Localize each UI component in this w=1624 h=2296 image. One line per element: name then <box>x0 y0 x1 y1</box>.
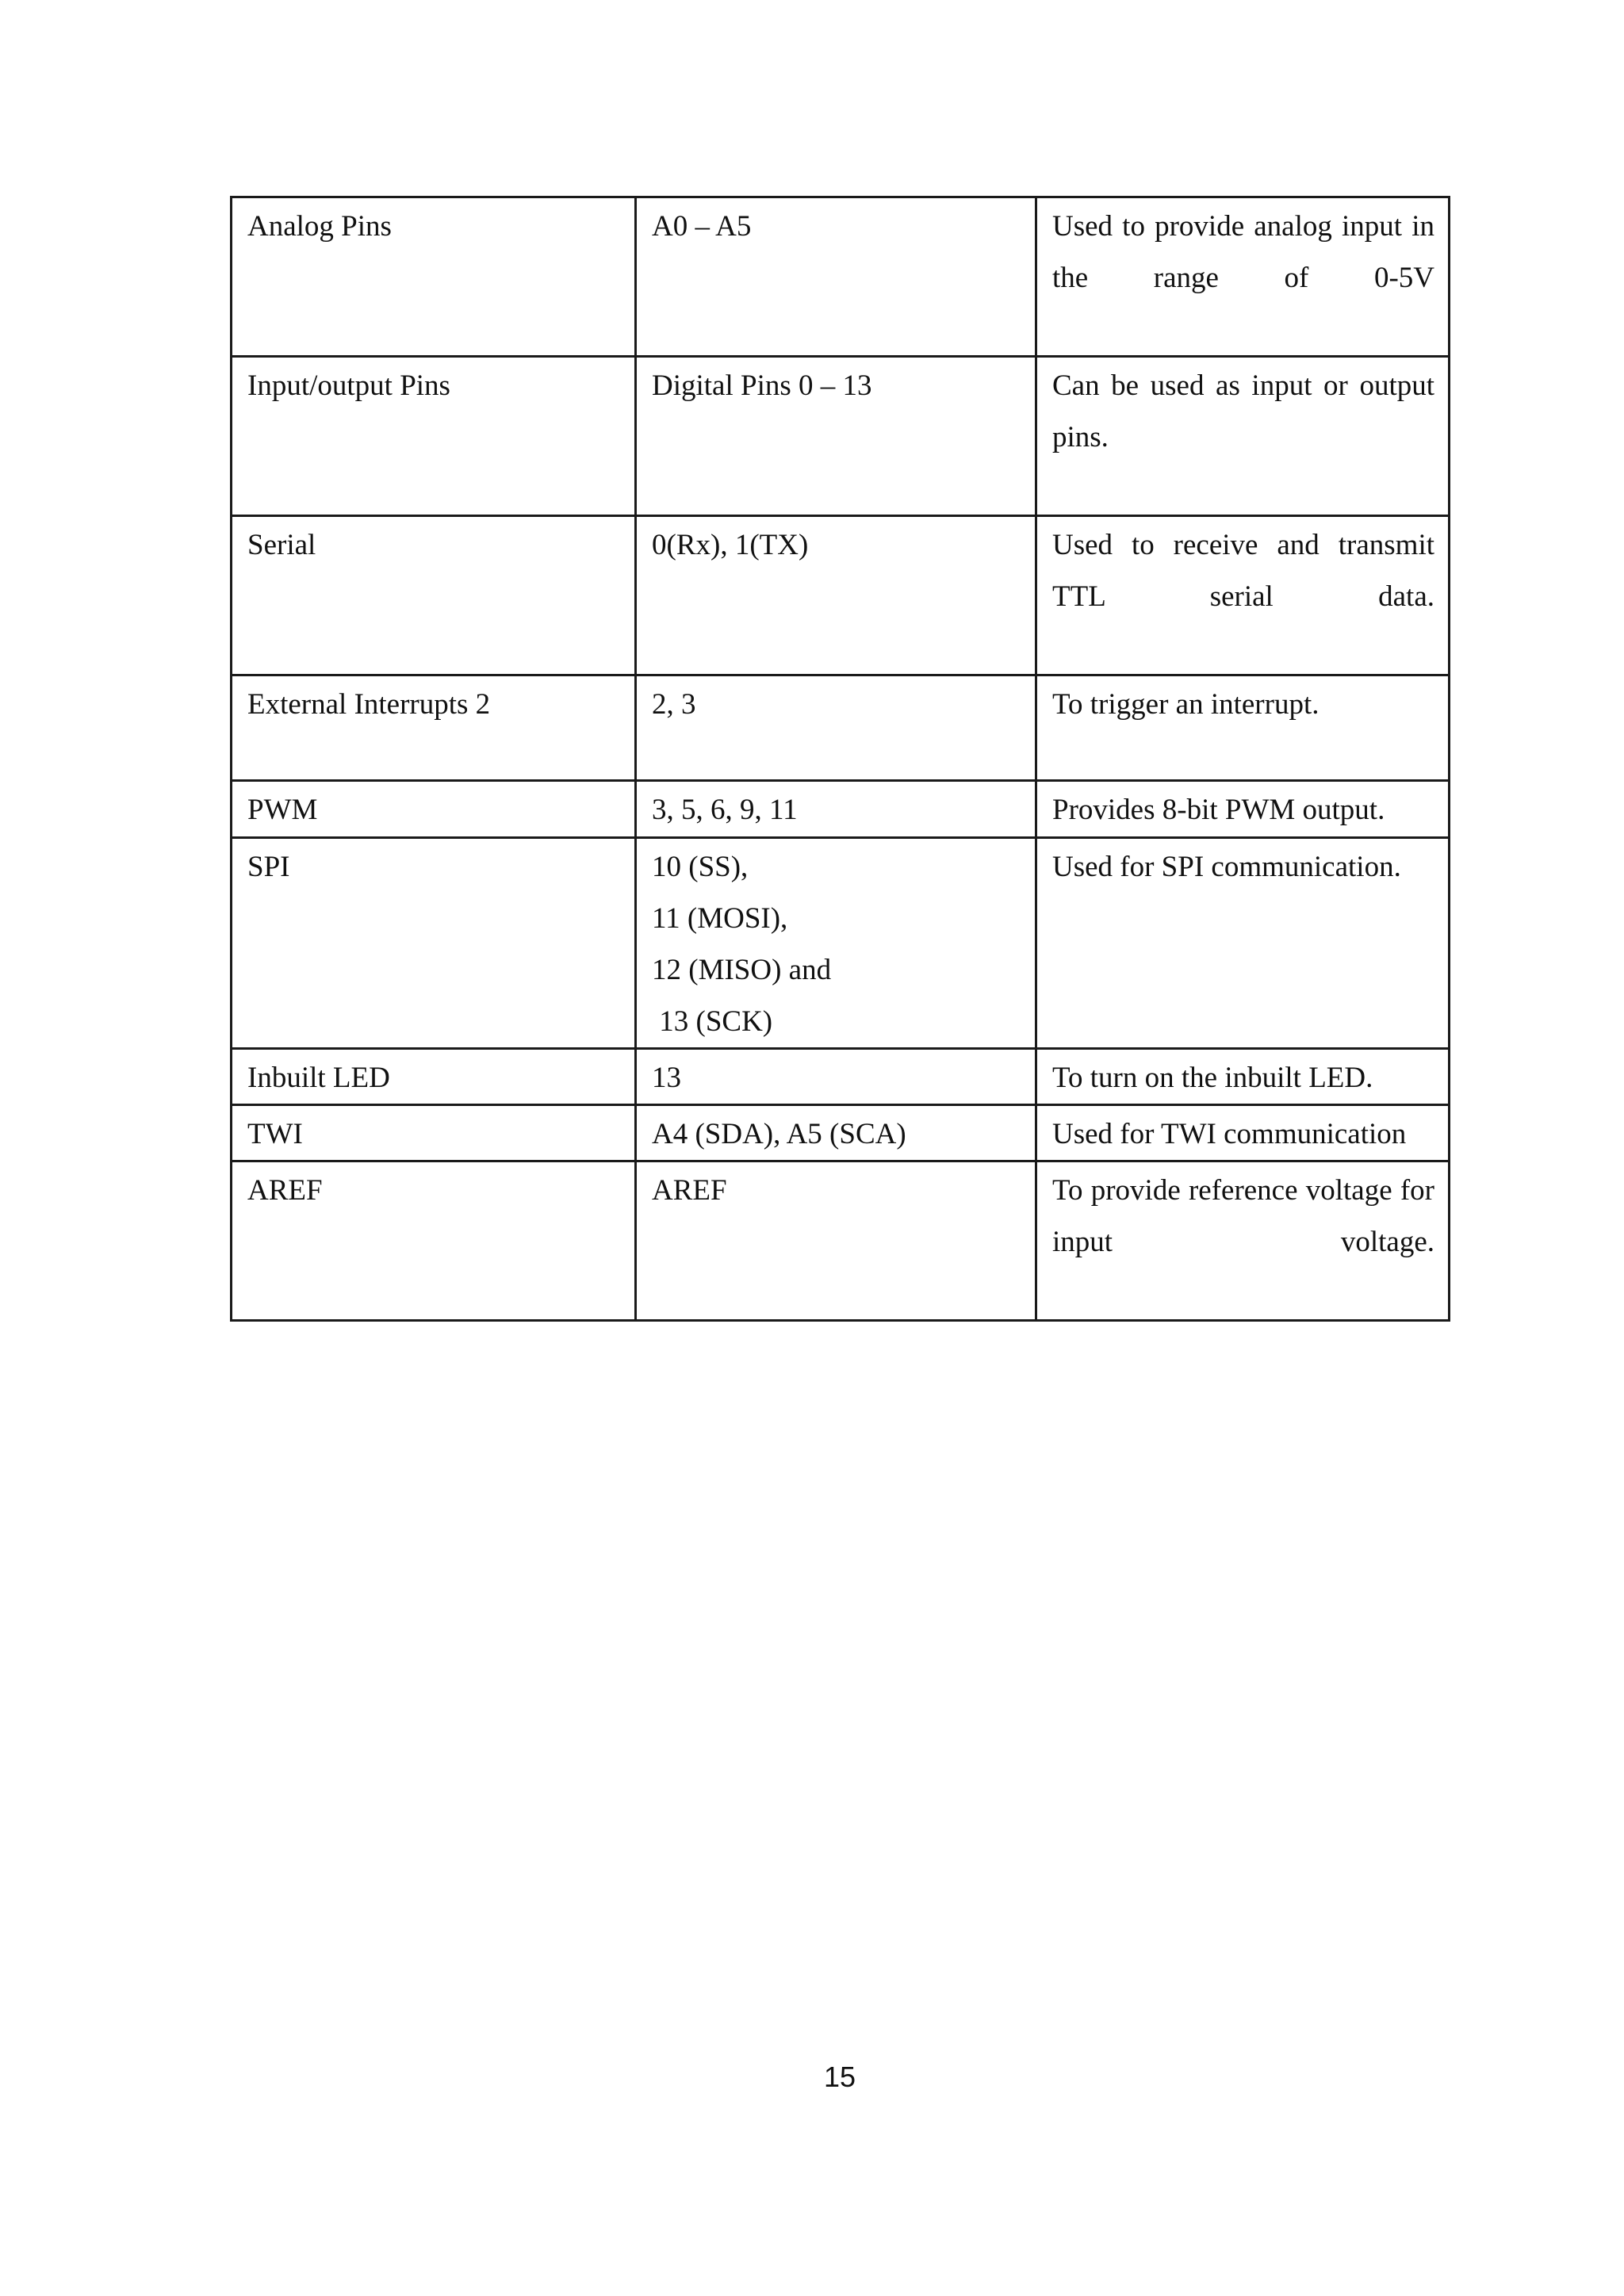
pin-numbers: 3, 5, 6, 9, 11 <box>652 794 798 826</box>
page-number: 15 <box>823 2061 856 2093</box>
pin-description: Used to receive and transmit TTL serial data. <box>1036 516 1450 675</box>
pin-name: Analog Pins <box>247 210 392 243</box>
pin-numbers: A0 – A5 <box>652 210 752 243</box>
table-row <box>232 1161 1450 1321</box>
pin-numbers-cell <box>636 1049 1036 1105</box>
pin-name: TWI <box>247 1118 303 1150</box>
pin-name: AREF <box>247 1174 323 1207</box>
table-row <box>232 781 1450 838</box>
pin-name: Serial <box>247 529 316 561</box>
pin-name-cell <box>232 781 636 838</box>
table-row <box>232 357 1450 516</box>
pin-name-cell <box>232 1049 636 1105</box>
table-row <box>232 675 1450 781</box>
pin-numbers-cell <box>636 357 1036 516</box>
pin-name-cell <box>232 838 636 1049</box>
pin-numbers: 10 (SS), <box>652 851 749 883</box>
pin-numbers: 12 (MISO) and <box>652 954 832 986</box>
pin-name: Input/output Pins <box>247 369 450 402</box>
pin-description: Provides 8-bit PWM output. <box>1036 781 1450 838</box>
pin-description: To turn on the inbuilt LED. <box>1036 1049 1450 1105</box>
table-row <box>232 197 1450 357</box>
pin-description: Used for TWI communication <box>1036 1105 1450 1161</box>
pin-name-cell <box>232 197 636 357</box>
pin-numbers-cell <box>636 197 1036 357</box>
table-row <box>232 1105 1450 1161</box>
pin-name-cell <box>232 1105 636 1161</box>
pin-name: PWM <box>247 794 318 826</box>
pin-numbers-cell <box>636 1105 1036 1161</box>
pin-description: Can be used as input or output pins. <box>1036 357 1450 516</box>
pin-numbers: Digital Pins 0 – 13 <box>652 369 872 402</box>
pin-numbers: 13 <box>652 1062 681 1094</box>
table-row <box>232 1049 1450 1105</box>
pin-name: Inbuilt LED <box>247 1062 390 1094</box>
pin-numbers-cell <box>636 781 1036 838</box>
pin-description: To trigger an interrupt. <box>1036 675 1450 781</box>
pin-name: SPI <box>247 851 290 883</box>
table-row <box>232 516 1450 675</box>
pin-numbers: 2, 3 <box>652 688 696 721</box>
pin-table <box>230 196 1450 1322</box>
pin-description: Used to provide analog input in the range of 0-5V <box>1036 197 1450 357</box>
pin-name-cell <box>232 357 636 516</box>
pin-name-cell <box>232 516 636 675</box>
pin-numbers: 11 (MOSI), <box>652 902 788 935</box>
pin-numbers: AREF <box>652 1174 727 1207</box>
pin-description: Used for SPI communication. <box>1036 838 1450 1049</box>
pin-name-cell <box>232 675 636 781</box>
pin-description: To provide reference voltage for input voltage. <box>1036 1161 1450 1321</box>
pin-numbers-cell <box>636 838 1036 1049</box>
pin-numbers-cell <box>636 516 1036 675</box>
table-row <box>232 838 1450 1049</box>
pin-name: External Interrupts 2 <box>247 688 491 721</box>
pin-numbers-cell <box>636 1161 1036 1321</box>
pin-numbers-cell <box>636 675 1036 781</box>
pin-numbers: 13 (SCK) <box>652 1005 773 1038</box>
pin-numbers: 0(Rx), 1(TX) <box>652 529 809 561</box>
pin-name-cell <box>232 1161 636 1321</box>
pin-numbers: A4 (SDA), A5 (SCA) <box>652 1118 906 1150</box>
